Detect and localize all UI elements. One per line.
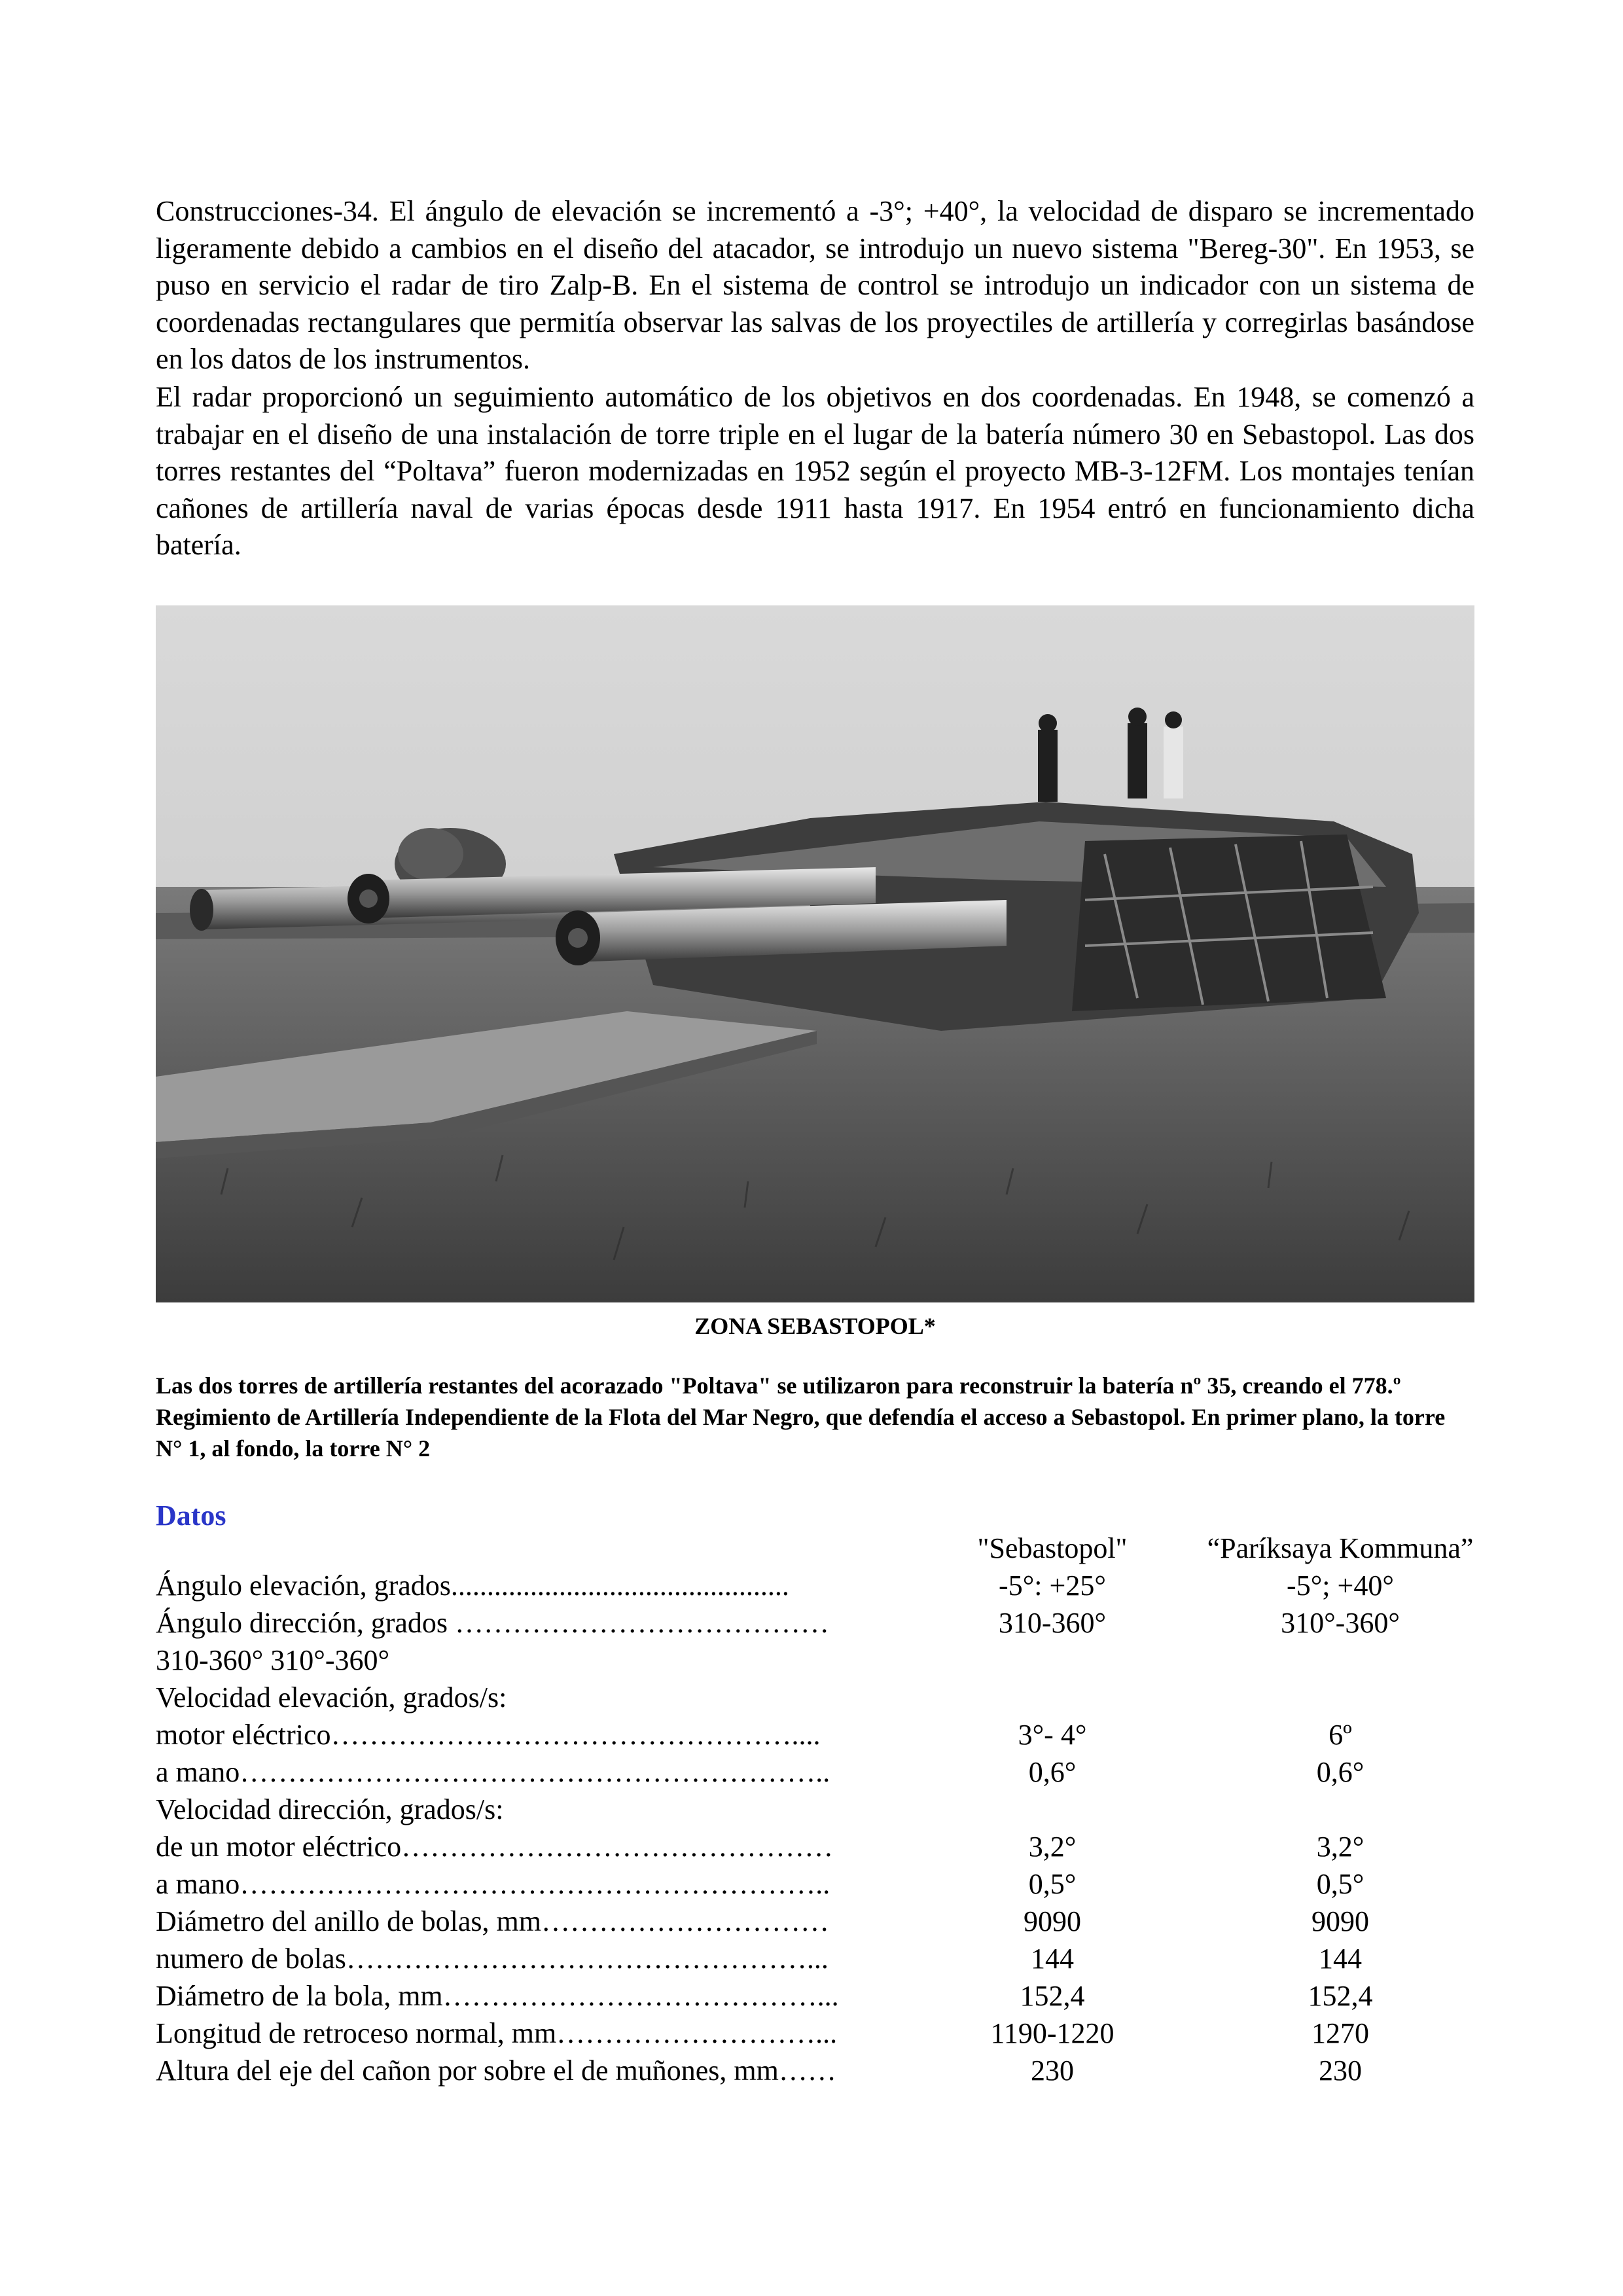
spec-value-sebastopol: 3,2° — [1028, 1831, 1077, 1863]
spec-value-sebastopol: 0,6° — [1028, 1756, 1077, 1788]
spec-value-sebastopol: 144 — [1031, 1943, 1074, 1975]
spec-value-sebastopol: 1190-1220 — [990, 2017, 1115, 2049]
spec-value-pariskaya: 1270 — [1311, 2017, 1369, 2049]
spec-row — [156, 1606, 1474, 1643]
spec-value-pariskaya: 0,6° — [1316, 1756, 1364, 1788]
spec-row — [156, 1979, 1474, 2017]
spec-label: de un motor eléctrico……………………………………… — [156, 1831, 834, 1863]
spec-value-pariskaya: 9090 — [1311, 1905, 1369, 1937]
spec-label: Ángulo dirección, grados ………………………………… — [156, 1607, 829, 1639]
spec-table — [156, 1532, 1474, 2091]
spec-value-sebastopol: -5°: +25° — [999, 1570, 1106, 1602]
spec-label: 310-360° 310°-360° — [156, 1644, 390, 1676]
spec-row — [156, 1681, 1474, 1718]
spec-value-pariskaya: 230 — [1319, 2054, 1362, 2087]
body-paragraph-2: El radar proporcionó un seguimiento automático de los objetivos en dos coordenadas. En 1948, se comenzó a trabajar en el diseño de una instalación de torre triple en el lugar de la batería número 30 en Sebastopol. Las dos torres restantes del “Poltava” fueron modernizadas en 1952 según el proyecto MB-3-12FM. Los montajes tenían cañones de artillería naval de varias épocas desde 1911 hasta 1917. En 1954 entró en funcionamiento dicha batería. — [156, 381, 1474, 561]
column-header-pariskaya-kommuna: “Paríksaya Kommuna” — [1207, 1532, 1474, 1564]
battery-photo — [156, 605, 1474, 1302]
spec-row — [156, 1793, 1474, 1830]
spec-value-sebastopol: 230 — [1031, 2054, 1074, 2087]
spec-value-pariskaya: 6º — [1329, 1719, 1352, 1751]
spec-value-sebastopol: 9090 — [1024, 1905, 1081, 1937]
spec-value-pariskaya: -5°; +40° — [1287, 1570, 1394, 1602]
spec-label: Diámetro de la bola, mm…………………………………... — [156, 1980, 839, 2012]
spec-row — [156, 1569, 1474, 1606]
body-paragraph-1: Construcciones-34. El ángulo de elevación se incrementó a -3°; +40°, la velocidad de disparo se incrementado ligeramente debido a cambios en el diseño del atacador, se introdujo un nuevo sistema "Bereg-30". En 1953, se puso en servicio el radar de tiro Zalp-B. En el sistema de control se introdujo un indicador con un sistema de coordenadas rectangulares que permitía observar las salvas de los proyectiles de artillería y corregirlas basándose en los datos de los instrumentos. — [156, 195, 1474, 375]
spec-row — [156, 1718, 1474, 1755]
spec-value-pariskaya: 152,4 — [1308, 1980, 1373, 2012]
spec-label: Velocidad dirección, grados/s: — [156, 1793, 504, 1825]
spec-label: Altura del eje del cañon por sobre el de muñones, mm…… — [156, 2054, 836, 2087]
spec-value-sebastopol: 310-360° — [998, 1607, 1107, 1639]
column-header-sebastopol: "Sebastopol" — [977, 1532, 1128, 1564]
figure-caption-text: Las dos torres de artillería restantes del acorazado "Poltava" se utilizaron para reconstruir la batería nº 35, creando el 778.º Regimiento de Artillería Independiente de la Flota del Mar Negro, que defendía el acceso a Sebastopol. En primer plano, la torre N° 1, al fondo, la torre N° 2 — [156, 1372, 1446, 1462]
spec-value-sebastopol: 152,4 — [1020, 1980, 1085, 2012]
spec-value-sebastopol: 3°- 4° — [1018, 1719, 1087, 1751]
spec-label: Velocidad elevación, grados/s: — [156, 1681, 507, 1713]
section-heading-datos: Datos — [156, 1499, 226, 1532]
battery-photo-illustration — [156, 605, 1474, 1302]
spec-label: motor eléctrico………………………………………….... — [156, 1719, 821, 1751]
spec-value-pariskaya: 144 — [1319, 1943, 1362, 1975]
spec-row — [156, 1830, 1474, 1867]
spec-row — [156, 1942, 1474, 1979]
spec-value-sebastopol: 0,5° — [1028, 1868, 1077, 1900]
spec-value-pariskaya: 310°-360° — [1281, 1607, 1400, 1639]
spec-row — [156, 1643, 1474, 1681]
spec-row — [156, 1905, 1474, 1942]
spec-label: Diámetro del anillo de bolas, mm………………………… — [156, 1905, 829, 1937]
spec-value-pariskaya: 0,5° — [1316, 1868, 1364, 1900]
spec-label: Longitud de retroceso normal, mm………………………... — [156, 2017, 838, 2049]
spec-label: a mano…………………………………………………….. — [156, 1868, 830, 1900]
spec-label: a mano…………………………………………………….. — [156, 1756, 830, 1788]
spec-label: Ángulo elevación, grados............................................... — [156, 1570, 789, 1602]
spec-row — [156, 2017, 1474, 2054]
spec-row — [156, 2054, 1474, 2091]
spec-label: numero de bolas…………………………………………... — [156, 1943, 829, 1975]
spec-table-header — [156, 1532, 1474, 1569]
spec-row — [156, 1867, 1474, 1905]
figure-caption-title: ZONA SEBASTOPOL* — [694, 1313, 936, 1339]
spec-value-pariskaya: 3,2° — [1316, 1831, 1364, 1863]
spec-row — [156, 1755, 1474, 1793]
